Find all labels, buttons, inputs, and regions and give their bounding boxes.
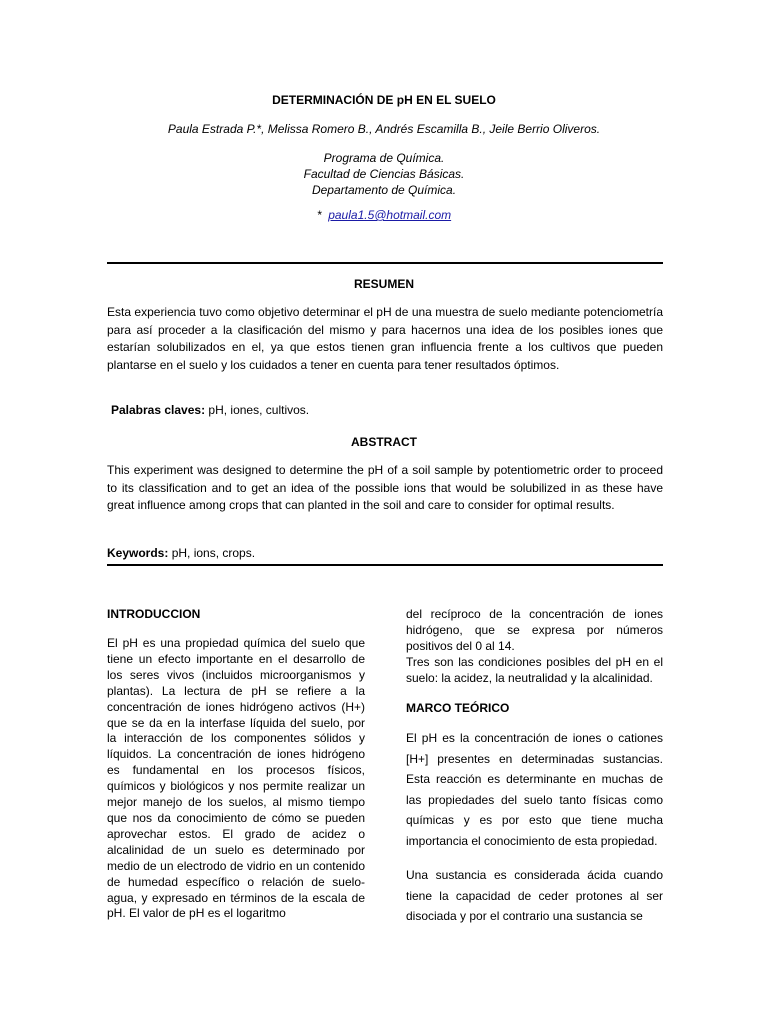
- marco-teorico-heading: MARCO TEÓRICO: [406, 701, 510, 715]
- introduccion-conditions: Tres son las condiciones posibles del pH en el suelo: la acidez, la neutralidad y la alcalinidad.: [406, 655, 663, 685]
- palabras-claves-values: pH, iones, cultivos.: [205, 403, 310, 417]
- affiliation-faculty: Facultad de Ciencias Básicas.: [303, 167, 465, 181]
- top-divider: [107, 262, 663, 264]
- marco-teorico-paragraph-1: El pH es la concentración de iones o cationes [H+] presentes en determinadas sustancias. Esta reacción es determinante en muchas de las propiedades del suelo tanto físicas como químicas y es por esto que tiene mucha importancia el conocimiento de esta propiedad.: [406, 731, 663, 848]
- abstract-heading: ABSTRACT: [351, 435, 417, 449]
- right-column: [406, 606, 663, 927]
- introduccion-text: El pH es una propiedad química del suelo que tiene un efecto importante en el desarrollo de los seres vivos (incluidos microorganismos y plantas). La lectura de pH se refiere a la concentración de iones hidrógeno activos (H+) que se da en la interfase líquida del suelo, por la interacción de los componentes sólidos y líquidos. La concentración de iones hidrógeno es fundamental en los procesos físicos, químicos y biológicos y nos permite realizar un mejor manejo de los suelos, al mismo tiempo que nos da conocimiento de cómo se pueden aprovechar estos. El grado de acidez o alcalinidad de un suelo es determinado por medio de un electrodo de vidrio en un contenido de humedad específico o relación de suelo-agua, y expresado en términos de la escala de pH. El valor de pH es el logaritmo: [107, 636, 365, 921]
- marco-teorico-paragraph-2: Una sustancia es considerada ácida cuando tiene la capacidad de ceder protones al ser disociada y por el contrario una sustancia se: [406, 868, 663, 923]
- paper-title: DETERMINACIÓN DE pH EN EL SUELO: [272, 93, 496, 107]
- email-marker: *: [316, 208, 322, 222]
- introduccion-continuation: del recíproco de la concentración de iones hidrógeno, que se expresa por números positivos del 0 al 14.: [406, 607, 663, 653]
- contact-email-line: [0, 208, 768, 222]
- affiliation: [0, 150, 768, 198]
- affiliation-program: Programa de Química.: [323, 151, 445, 165]
- resumen-text: Esta experiencia tuvo como objetivo determinar el pH de una muestra de suelo mediante potenciometría para así proceder a la clasificación del mismo y para hacernos una idea de los posibles iones que estarían solubilizados en el, ya que estos tienen gran influencia frente a los cultivos que pueden plantarse en el suelo y los cuidados a tener en cuenta para tener resultados óptimos.: [107, 305, 663, 372]
- introduccion-heading: INTRODUCCION: [107, 607, 201, 621]
- email-link[interactable]: paula1.5@hotmail.com: [328, 208, 452, 222]
- palabras-claves-label: Palabras claves:: [111, 403, 206, 417]
- left-column: [107, 606, 365, 922]
- keywords-label: Keywords:: [107, 546, 169, 560]
- resumen-heading: RESUMEN: [353, 277, 414, 291]
- affiliation-department: Departamento de Química.: [311, 183, 457, 197]
- palabras-claves: [111, 403, 309, 417]
- keywords: [107, 546, 255, 560]
- section-divider: [107, 564, 663, 566]
- keywords-values: pH, ions, crops.: [168, 546, 256, 560]
- author-list: Paula Estrada P.*, Melissa Romero B., Andrés Escamilla B., Jeile Berrio Oliveros.: [167, 122, 601, 136]
- abstract-text: This experiment was designed to determine the pH of a soil sample by potentiometric order to proceed to its classification and to get an idea of the possible ions that would be solubilized in as these have great influence among crops that can planted in the soil and care to consider for optimal results.: [107, 463, 663, 513]
